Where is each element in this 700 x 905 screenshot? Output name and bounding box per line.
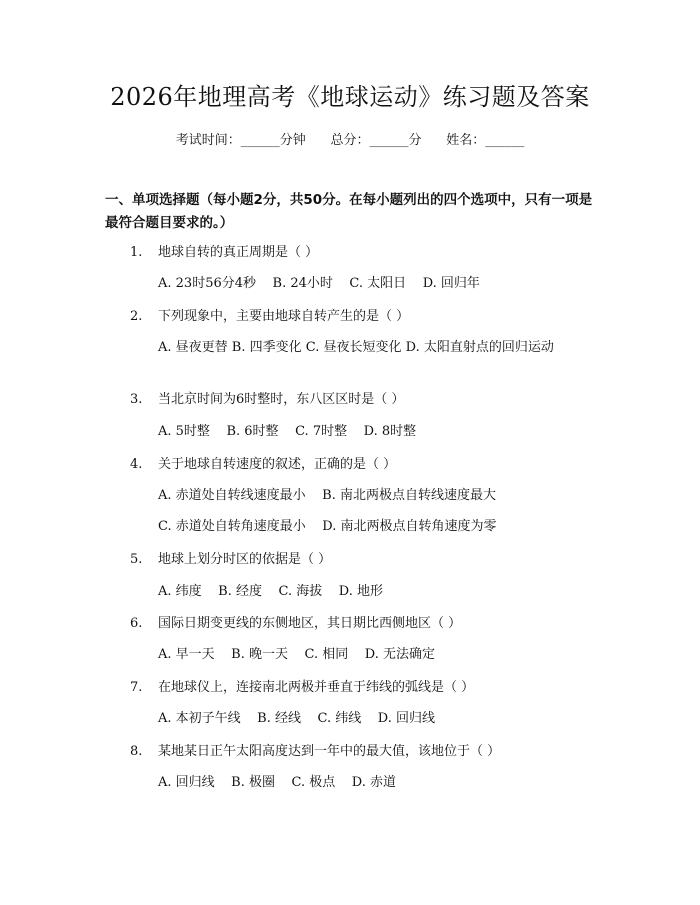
question-2 xyxy=(130,307,600,327)
question-2-options: A. 昼夜更替 B. 四季变化 C. 昼夜长短变化 D. 太阳直射点的回归运动 xyxy=(158,340,554,355)
question-8-options: A. 回归线 B. 极圈 C. 极点 D. 赤道 xyxy=(158,775,397,790)
question-number: 1. xyxy=(130,245,143,260)
question-4 xyxy=(130,455,600,475)
question-8 xyxy=(130,742,600,762)
question-5 xyxy=(130,550,600,570)
question-stem: 当北京时间为6时整时，东八区区时是（ ） xyxy=(158,392,405,407)
question-4-options-row-2: C. 赤道处自转角速度最小 D. 南北两极点自转角速度为零 xyxy=(158,519,497,534)
question-stem: 在地球仪上，连接南北两极并垂直于纬线的弧线是（ ） xyxy=(158,680,475,695)
question-stem: 国际日期变更线的东侧地区，其日期比西侧地区（ ） xyxy=(158,616,462,631)
question-stem: 地球自转的真正周期是（ ） xyxy=(158,245,319,260)
question-1 xyxy=(130,243,600,263)
question-stem: 关于地球自转速度的叙述，正确的是（ ） xyxy=(158,457,397,472)
question-1-options: A. 23时56分4秒 B. 24小时 C. 太阳日 D. 回归年 xyxy=(158,276,480,291)
question-5-options: A. 纬度 B. 经度 C. 海拔 D. 地形 xyxy=(158,584,384,599)
question-7-options: A. 本初子午线 B. 经线 C. 纬线 D. 回归线 xyxy=(158,711,436,726)
question-number: 4. xyxy=(130,457,143,472)
question-3 xyxy=(130,390,600,410)
question-number: 8. xyxy=(130,744,143,759)
question-6 xyxy=(130,614,600,634)
page-title: 2026年地理高考《地球运动》练习题及答案 xyxy=(110,83,590,111)
question-stem: 某地某日正午太阳高度达到一年中的最大值，该地位于（ ） xyxy=(158,744,501,759)
question-stem: 地球上划分时区的依据是（ ） xyxy=(158,552,332,567)
question-4-options-row-1: A. 赤道处自转线速度最小 B. 南北两极点自转线速度最大 xyxy=(158,488,497,503)
question-stem: 下列现象中，主要由地球自转产生的是（ ） xyxy=(158,309,410,324)
question-number: 5. xyxy=(130,552,143,567)
question-number: 2. xyxy=(130,309,143,324)
question-3-options: A. 5时整 B. 6时整 C. 7时整 D. 8时整 xyxy=(158,424,417,439)
question-number: 6. xyxy=(130,616,143,631)
question-6-options: A. 早一天 B. 晚一天 C. 相同 D. 无法确定 xyxy=(158,647,436,662)
question-number: 7. xyxy=(130,680,143,695)
section-heading: 一、单项选择题（每小题2分，共50分。在每小题列出的四个选项中，只有一项是最符合题目要求的。） xyxy=(105,192,593,231)
exam-info-line: 考试时间：______分钟 总分：______分 姓名：______ xyxy=(175,133,525,148)
question-number: 3. xyxy=(130,392,143,407)
question-7 xyxy=(130,678,600,698)
